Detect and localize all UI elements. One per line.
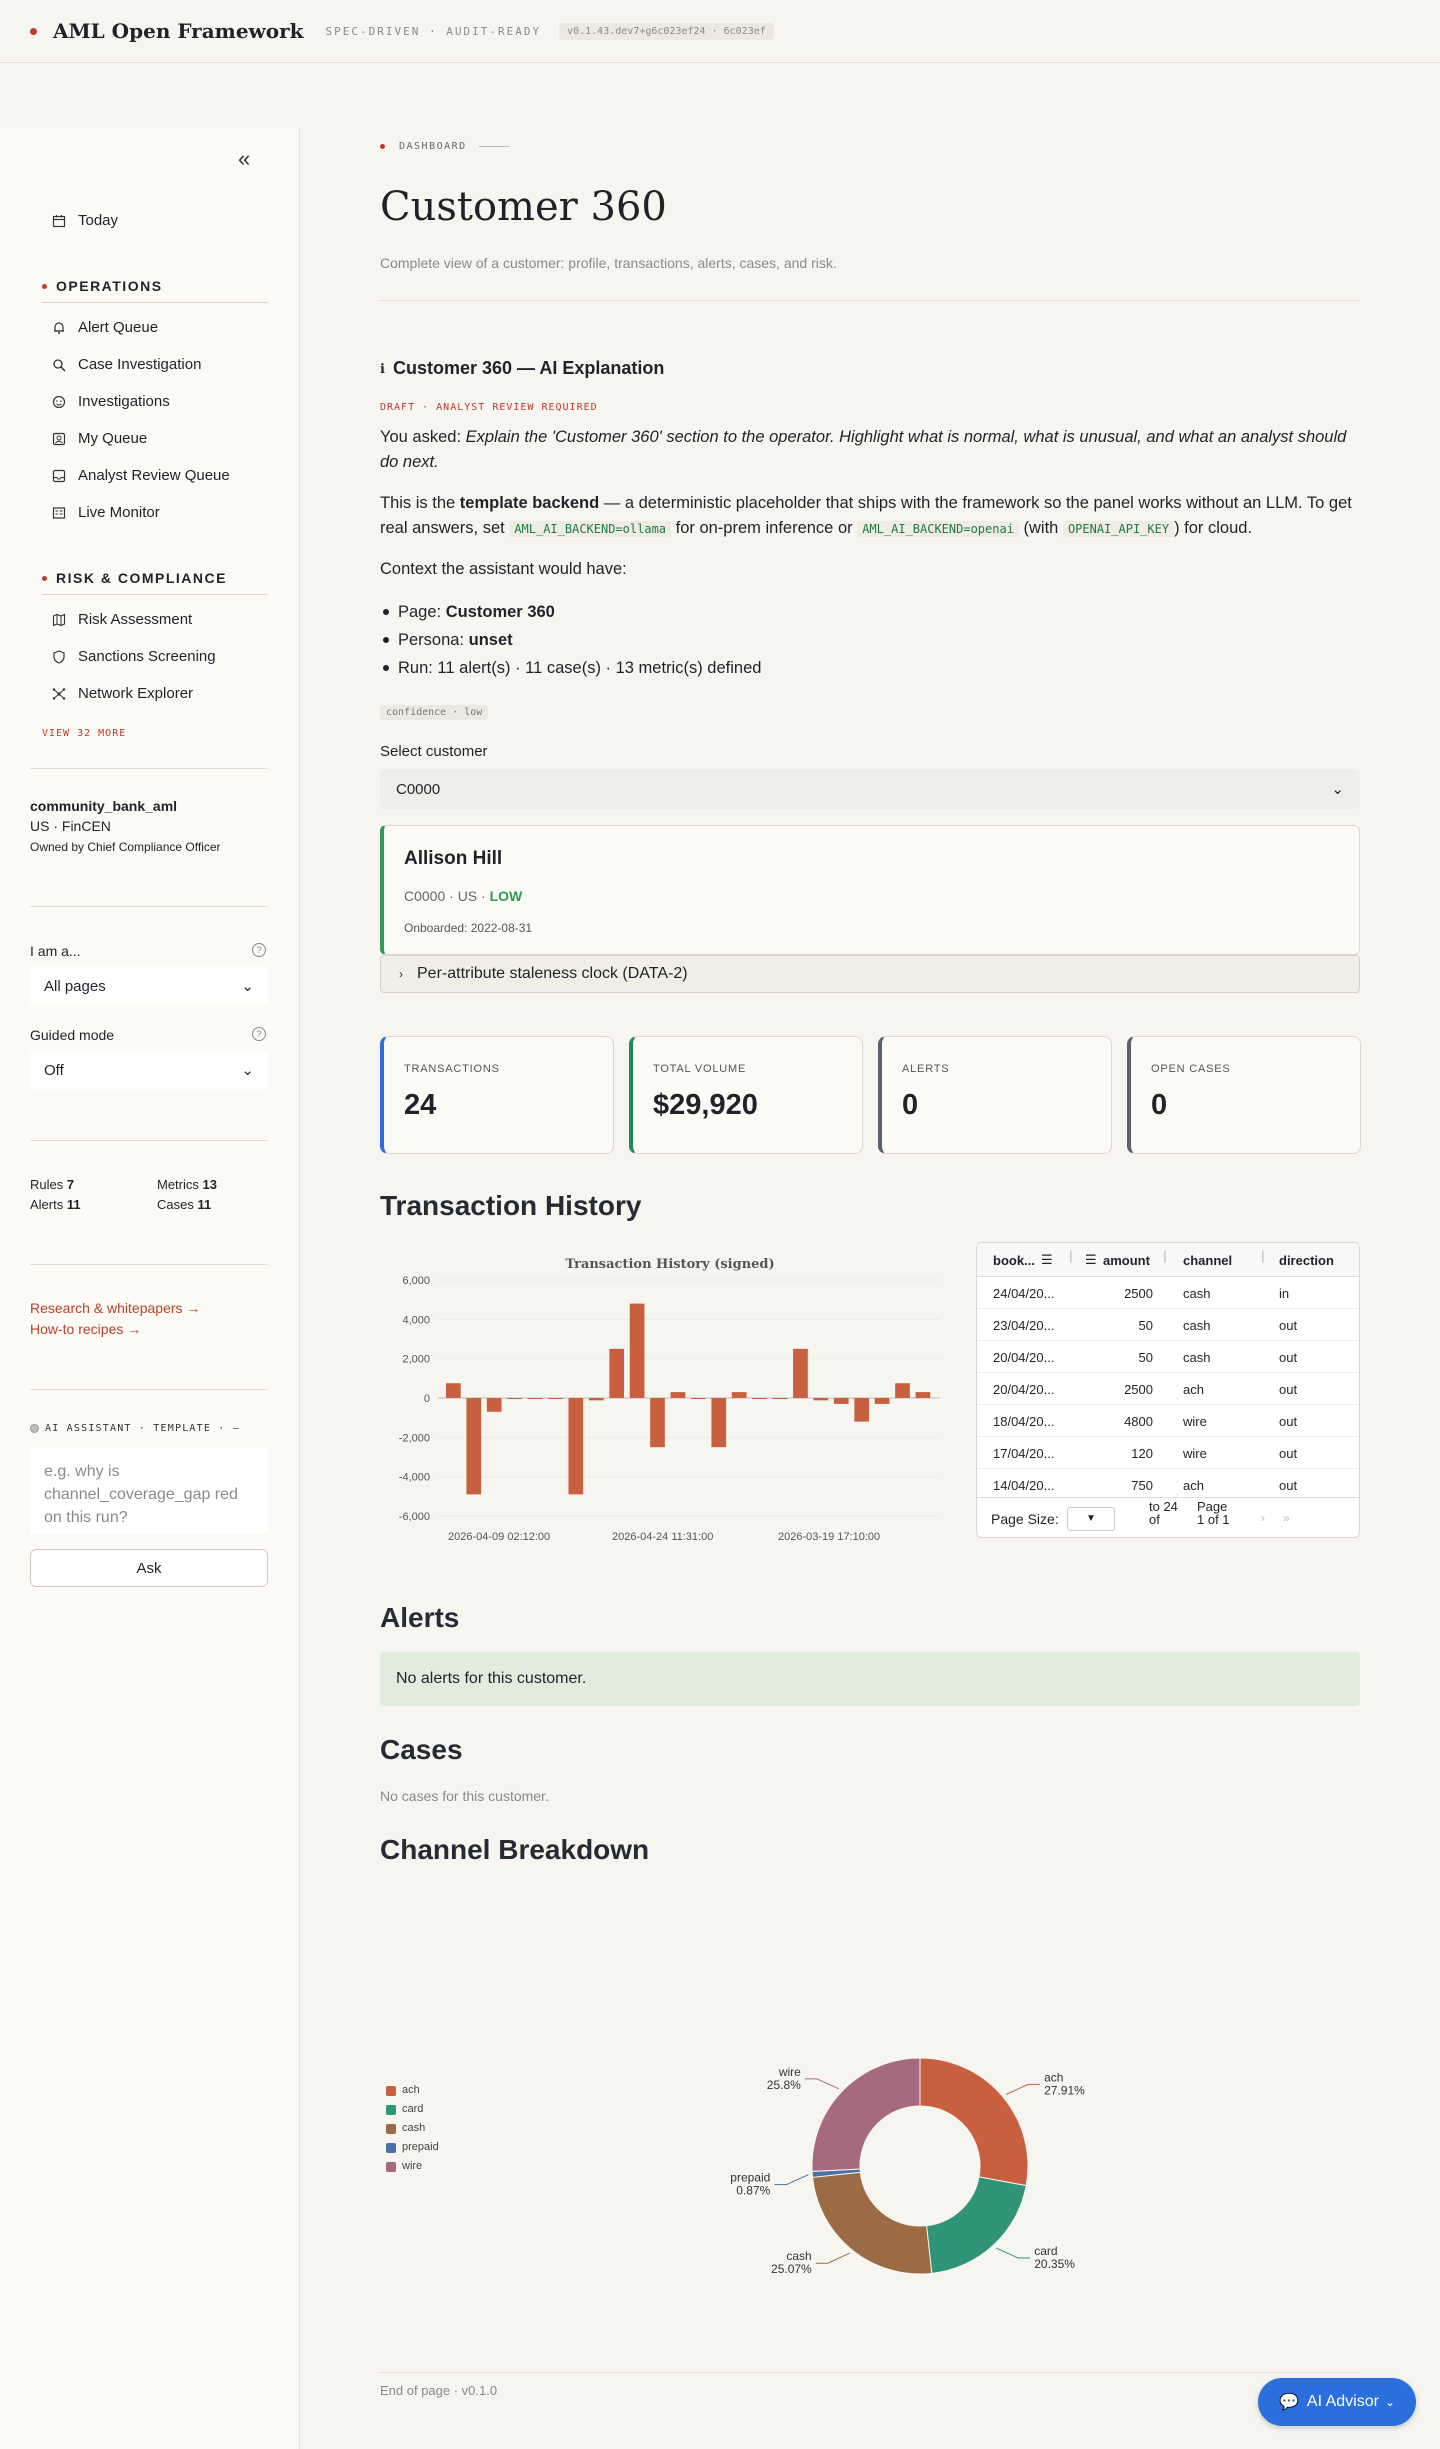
help-icon[interactable]: ? xyxy=(252,943,266,957)
x-tick-label: 2026-03-19 17:10:00 xyxy=(778,1531,881,1543)
page-size-label: Page Size: xyxy=(991,1511,1059,1527)
slice-leader-line xyxy=(805,2079,839,2089)
face-icon xyxy=(52,395,66,409)
table-cell: out xyxy=(1279,1382,1298,1397)
network-icon xyxy=(52,687,66,701)
stat-alerts: Alerts 11 xyxy=(30,1197,81,1212)
sidebar-item-label: Investigations xyxy=(78,393,170,410)
slice-percent: 25.07% xyxy=(771,2262,812,2277)
customer-card xyxy=(380,825,1360,955)
status-dot-icon xyxy=(30,1424,39,1433)
sidebar-item-label: Alert Queue xyxy=(78,319,159,336)
slice-percent: 27.91% xyxy=(1044,2083,1085,2098)
stat-rules: Rules 7 xyxy=(30,1177,75,1192)
channel-chart xyxy=(380,1898,1360,2318)
table-cell: 23/04/20... xyxy=(993,1318,1055,1333)
transaction-bar-chart xyxy=(380,1240,955,1560)
table-row[interactable] xyxy=(977,1373,1360,1405)
legend-item[interactable] xyxy=(386,2157,439,2176)
bell-icon xyxy=(52,321,66,335)
list-item: Page: Customer 360 xyxy=(380,598,761,626)
info-icon: ℹ xyxy=(380,360,385,376)
bar xyxy=(711,1398,726,1447)
map-icon xyxy=(52,613,66,627)
persona-label: I am a... xyxy=(30,943,81,959)
legend-swatch xyxy=(386,2105,396,2115)
table-cell: 17/04/20... xyxy=(993,1446,1055,1461)
ai-backend-note: This is the template backend — a deterministic placeholder that ships with the framework so the panel works without an LLM. To get real answers, set AML_AI_BACKEND=ollama for on-prem inference or AML_AI_BACKEND=openai (with OPENAI_API_KEY ) for cloud. xyxy=(380,494,1352,537)
sidebar-item-alert-queue[interactable] xyxy=(52,319,158,336)
x-tick-label: 2026-04-09 02:12:00 xyxy=(448,1531,551,1543)
kpi-value: $29,920 xyxy=(653,1089,758,1121)
confidence-badge: confidence · low xyxy=(380,705,488,720)
bar xyxy=(834,1398,849,1404)
bar xyxy=(507,1398,522,1399)
guided-mode-label: Guided mode xyxy=(30,1027,115,1043)
sidebar-item-analyst-review-queue[interactable] xyxy=(52,467,230,484)
table-cell: 20/04/20... xyxy=(993,1382,1055,1397)
page-size-select[interactable]: ▼ xyxy=(1067,1507,1115,1531)
table-cell: cash xyxy=(1183,1318,1211,1333)
view-more-link[interactable]: VIEW 32 MORE xyxy=(42,728,127,739)
table-row[interactable] xyxy=(977,1437,1360,1469)
bar xyxy=(609,1349,624,1398)
legend-item[interactable] xyxy=(386,2138,439,2157)
section-operations xyxy=(42,278,268,303)
table-cell: ach xyxy=(1183,1382,1204,1397)
ai-question-input[interactable]: e.g. why is channel_coverage_gap red on this run? xyxy=(30,1448,268,1534)
x-tick-label: 2026-04-24 11:31:00 xyxy=(612,1531,714,1543)
search-icon xyxy=(52,358,66,372)
collapse-sidebar-icon[interactable]: « xyxy=(238,146,251,171)
page-footer: End of page · v0.1.0 xyxy=(380,2372,1360,2398)
bar xyxy=(650,1398,665,1447)
bar xyxy=(671,1392,686,1398)
y-tick-label: 2,000 xyxy=(402,1353,430,1366)
kpi-label: TOTAL VOLUME xyxy=(653,1063,747,1075)
column-header-channel[interactable]: channel xyxy=(1183,1253,1233,1268)
bar xyxy=(548,1398,563,1399)
help-icon[interactable]: ? xyxy=(252,1027,266,1041)
slice-leader-line xyxy=(774,2175,808,2185)
slice-percent: 25.8% xyxy=(766,2077,801,2092)
bar xyxy=(773,1398,788,1399)
stat-metrics: Metrics 13 xyxy=(157,1177,217,1192)
kpi-card xyxy=(380,1036,614,1154)
sidebar-item-label: Network Explorer xyxy=(78,685,194,702)
legend-label: ach xyxy=(402,2084,420,2096)
brand-dot xyxy=(30,28,37,35)
chevron-down-icon: ⌄ xyxy=(241,978,254,995)
table-cell: wire xyxy=(1183,1414,1207,1429)
divider xyxy=(30,1264,268,1265)
legend-swatch xyxy=(386,2162,396,2172)
transaction-grid xyxy=(976,1242,1360,1538)
kpi-card xyxy=(629,1036,863,1154)
page-title: Customer 360 xyxy=(380,184,667,230)
column-header-amount[interactable]: amount xyxy=(1103,1253,1150,1268)
legend-label: wire xyxy=(402,2160,423,2172)
table-cell: out xyxy=(1279,1318,1298,1333)
kpi-label: OPEN CASES xyxy=(1151,1063,1231,1075)
divider xyxy=(380,300,1360,301)
top-bar xyxy=(0,0,1440,63)
sidebar xyxy=(0,128,300,2449)
chat-icon: 💬 xyxy=(1278,2394,1299,2411)
list-item: Persona: unset xyxy=(380,626,761,654)
bar xyxy=(814,1398,829,1400)
customer-name: Allison Hill xyxy=(404,848,503,869)
user-badge-icon xyxy=(52,432,66,446)
section-risk-compliance xyxy=(42,570,268,595)
guided-mode-select[interactable] xyxy=(30,1051,268,1089)
slice-label: wire xyxy=(778,2064,801,2079)
brand-title[interactable]: AML Open Framework xyxy=(53,19,304,43)
org-name: community_bank_aml xyxy=(30,798,178,814)
column-header-booked[interactable]: book... xyxy=(993,1253,1035,1268)
last-page-icon[interactable]: » xyxy=(1283,1511,1290,1525)
legend-item[interactable] xyxy=(386,2081,439,2100)
guided-mode-value: Off xyxy=(44,1061,64,1079)
research-link[interactable]: Research & whitepapers → xyxy=(30,1300,201,1316)
ai-advisor-label: AI Advisor xyxy=(1306,2393,1379,2410)
recipes-link[interactable]: How-to recipes → xyxy=(30,1321,142,1337)
section-title: RISK & COMPLIANCE xyxy=(56,570,227,586)
channel-donut-chart xyxy=(380,1898,1360,2318)
list-item: Run: 11 alert(s) · 11 case(s) · 13 metric(s) defined xyxy=(380,654,761,682)
sidebar-item-live-monitor[interactable] xyxy=(52,504,160,521)
table-cell: 120 xyxy=(1131,1446,1153,1461)
sidebar-item-case-investigation[interactable] xyxy=(52,356,201,373)
y-tick-label: 4,000 xyxy=(402,1314,430,1327)
table-cell: cash xyxy=(1183,1286,1211,1301)
kpi-card xyxy=(1127,1036,1361,1154)
slice-leader-line xyxy=(816,2253,850,2263)
legend-swatch xyxy=(386,2086,396,2096)
persona-value: All pages xyxy=(44,977,106,995)
table-cell: 50 xyxy=(1138,1318,1153,1333)
section-title: OPERATIONS xyxy=(56,278,163,294)
calendar-icon xyxy=(52,214,66,228)
bar xyxy=(793,1349,808,1398)
shield-icon xyxy=(52,650,66,664)
y-tick-label: -4,000 xyxy=(398,1471,430,1484)
table-cell: cash xyxy=(1183,1350,1211,1365)
ai-assistant-label: AI ASSISTANT · TEMPLATE · — xyxy=(30,1423,240,1434)
table-cell: in xyxy=(1279,1286,1290,1301)
bar xyxy=(691,1398,706,1399)
ai-context-heading: Context the assistant would have: xyxy=(380,560,627,578)
kpi-value: 0 xyxy=(902,1089,919,1121)
bar xyxy=(854,1398,869,1422)
legend-swatch xyxy=(386,2143,396,2153)
kpi-label: ALERTS xyxy=(902,1063,950,1075)
page-text: Page 1 of 1 xyxy=(1197,1499,1230,1527)
chevron-down-icon: ⌄ xyxy=(1384,2395,1395,2409)
sidebar-item-label: Analyst Review Queue xyxy=(78,467,230,484)
table-cell: out xyxy=(1279,1350,1298,1365)
no-alerts-message: No alerts for this customer. xyxy=(380,1652,1360,1706)
legend-label: prepaid xyxy=(402,2141,439,2153)
table-cell: 750 xyxy=(1131,1478,1153,1493)
legend-swatch xyxy=(386,2124,396,2134)
version-badge: v0.1.43.dev7+g6c023ef24 · 6c023ef xyxy=(559,23,774,40)
kpi-card xyxy=(878,1036,1112,1154)
filter-icon[interactable]: ☰ xyxy=(1041,1252,1053,1267)
slice-label: card xyxy=(1034,2244,1058,2259)
customer-onboarded: Onboarded: 2022-08-31 xyxy=(404,921,533,935)
ai-advisor-button[interactable] xyxy=(1258,2378,1416,2426)
bar xyxy=(569,1398,584,1494)
tagline: SPEC-DRIVEN · AUDIT-READY xyxy=(325,24,542,38)
ask-button[interactable]: Ask xyxy=(30,1549,268,1587)
chevron-down-icon: ⌄ xyxy=(1331,781,1344,798)
channel-breakdown-title: Channel Breakdown xyxy=(380,1834,650,1865)
ai-context-list xyxy=(380,598,761,682)
chevron-down-icon: ⌄ xyxy=(241,1062,254,1079)
ai-explanation-title: ℹ Customer 360 — AI Explanation xyxy=(380,358,665,378)
pie-slice xyxy=(812,2058,920,2171)
divider xyxy=(30,1140,268,1141)
table-cell: 50 xyxy=(1138,1350,1153,1365)
table-cell: 14/04/20... xyxy=(993,1478,1055,1493)
select-customer-label: Select customer xyxy=(380,743,488,760)
grid-pagination xyxy=(977,1497,1360,1538)
sidebar-item-label: Sanctions Screening xyxy=(78,648,216,665)
customer-select[interactable] xyxy=(380,769,1360,809)
alerts-title: Alerts xyxy=(380,1602,460,1633)
table-cell: wire xyxy=(1183,1446,1207,1461)
customer-select-value: C0000 xyxy=(396,780,441,798)
staleness-expander[interactable]: › Per-attribute staleness clock (DATA-2) xyxy=(380,955,1360,993)
bar xyxy=(589,1398,604,1400)
bar xyxy=(630,1304,645,1398)
table-cell: 2500 xyxy=(1124,1286,1153,1301)
legend-item[interactable] xyxy=(386,2119,439,2138)
slice-percent: 20.35% xyxy=(1034,2257,1075,2272)
grid-header: book... ☰ | ☰ amount | channel | direction xyxy=(977,1243,1360,1277)
filter-icon[interactable]: ☰ xyxy=(1085,1252,1097,1267)
transaction-history-title: Transaction History xyxy=(380,1190,642,1221)
bar xyxy=(875,1398,890,1404)
table-cell: 2500 xyxy=(1124,1382,1153,1397)
next-page-icon[interactable]: › xyxy=(1261,1511,1265,1525)
org-owner: Owned by Chief Compliance Officer xyxy=(30,840,221,854)
bar xyxy=(732,1392,747,1398)
kpi-value: 24 xyxy=(404,1089,437,1121)
legend-item[interactable] xyxy=(386,2100,439,2119)
sidebar-item-my-queue[interactable] xyxy=(52,430,147,447)
y-tick-label: 6,000 xyxy=(402,1275,430,1287)
legend-label: cash xyxy=(402,2122,426,2134)
table-cell: 18/04/20... xyxy=(993,1414,1055,1429)
sidebar-item-investigations[interactable] xyxy=(52,393,170,410)
breadcrumb: DASHBOARD xyxy=(380,141,509,152)
table-cell: out xyxy=(1279,1478,1298,1493)
pie-slice xyxy=(927,2177,1027,2273)
transaction-chart xyxy=(380,1240,955,1560)
sidebar-item-sanctions-screening[interactable] xyxy=(52,648,216,665)
sidebar-item-network-explorer[interactable] xyxy=(52,685,193,702)
y-tick-label: 0 xyxy=(423,1393,430,1405)
sidebar-item-label: Risk Assessment xyxy=(78,611,193,628)
divider xyxy=(30,768,268,769)
chart-legend xyxy=(386,2081,439,2176)
table-row[interactable] xyxy=(977,1277,1360,1309)
stat-cases: Cases 11 xyxy=(157,1197,212,1212)
slice-leader-line xyxy=(1006,2084,1040,2094)
sidebar-item-risk-assessment[interactable] xyxy=(52,611,192,628)
customer-meta: C0000 · US · LOW xyxy=(404,888,523,904)
table-cell: ach xyxy=(1183,1478,1204,1493)
chart-title: Transaction History (signed) xyxy=(565,1257,775,1272)
slice-label: ach xyxy=(1044,2070,1064,2085)
column-header-direction[interactable]: direction xyxy=(1279,1253,1334,1268)
cases-title: Cases xyxy=(380,1734,463,1765)
monitor-icon xyxy=(52,506,66,520)
kpi-label: TRANSACTIONS xyxy=(404,1063,500,1075)
page-subtitle: Complete view of a customer: profile, transactions, alerts, cases, and risk. xyxy=(380,255,837,271)
bar xyxy=(446,1383,461,1398)
slice-leader-line xyxy=(996,2248,1030,2258)
table-cell: 20/04/20... xyxy=(993,1350,1055,1365)
org-jurisdiction: US · FinCEN xyxy=(30,818,111,834)
risk-badge: LOW xyxy=(489,888,523,904)
divider xyxy=(30,1389,268,1390)
bar xyxy=(487,1398,502,1412)
sidebar-item-label: Live Monitor xyxy=(78,504,160,521)
pie-slice xyxy=(813,2172,932,2274)
sidebar-item-label: My Queue xyxy=(78,430,148,447)
slice-label: cash xyxy=(786,2249,812,2264)
ai-asked: You asked: Explain the 'Customer 360' section to the operator. Highlight what is normal, what is unusual, and what an analyst should do next. xyxy=(380,428,1347,471)
bar xyxy=(528,1398,543,1399)
bar xyxy=(466,1398,481,1494)
no-cases-message: No cases for this customer. xyxy=(380,1788,549,1804)
sidebar-item-today[interactable] xyxy=(52,212,118,229)
bar xyxy=(916,1392,931,1398)
sidebar-item-label: Today xyxy=(78,212,119,229)
y-tick-label: -6,000 xyxy=(398,1511,430,1523)
persona-select[interactable] xyxy=(30,967,268,1005)
bar xyxy=(752,1398,767,1399)
chevron-right-icon: › xyxy=(399,967,403,981)
draft-badge: DRAFT · ANALYST REVIEW REQUIRED xyxy=(380,402,598,413)
slice-label: prepaid xyxy=(730,2170,771,2185)
divider xyxy=(30,906,268,907)
table-cell: out xyxy=(1279,1446,1298,1461)
bar xyxy=(895,1383,910,1398)
table-cell: 24/04/20... xyxy=(993,1286,1055,1301)
inbox-icon xyxy=(52,469,66,483)
kpi-value: 0 xyxy=(1151,1089,1168,1121)
sidebar-item-label: Case Investigation xyxy=(78,356,202,373)
table-cell: 4800 xyxy=(1124,1414,1153,1429)
table-row[interactable] xyxy=(977,1341,1360,1373)
y-tick-label: -2,000 xyxy=(398,1432,430,1445)
range-text: to 24 of xyxy=(1149,1499,1178,1527)
table-row[interactable] xyxy=(977,1405,1360,1437)
table-row[interactable] xyxy=(977,1309,1360,1341)
table-cell: out xyxy=(1279,1414,1298,1429)
legend-label: card xyxy=(402,2103,424,2115)
slice-percent: 0.87% xyxy=(736,2183,771,2198)
pie-slice xyxy=(920,2058,1028,2186)
